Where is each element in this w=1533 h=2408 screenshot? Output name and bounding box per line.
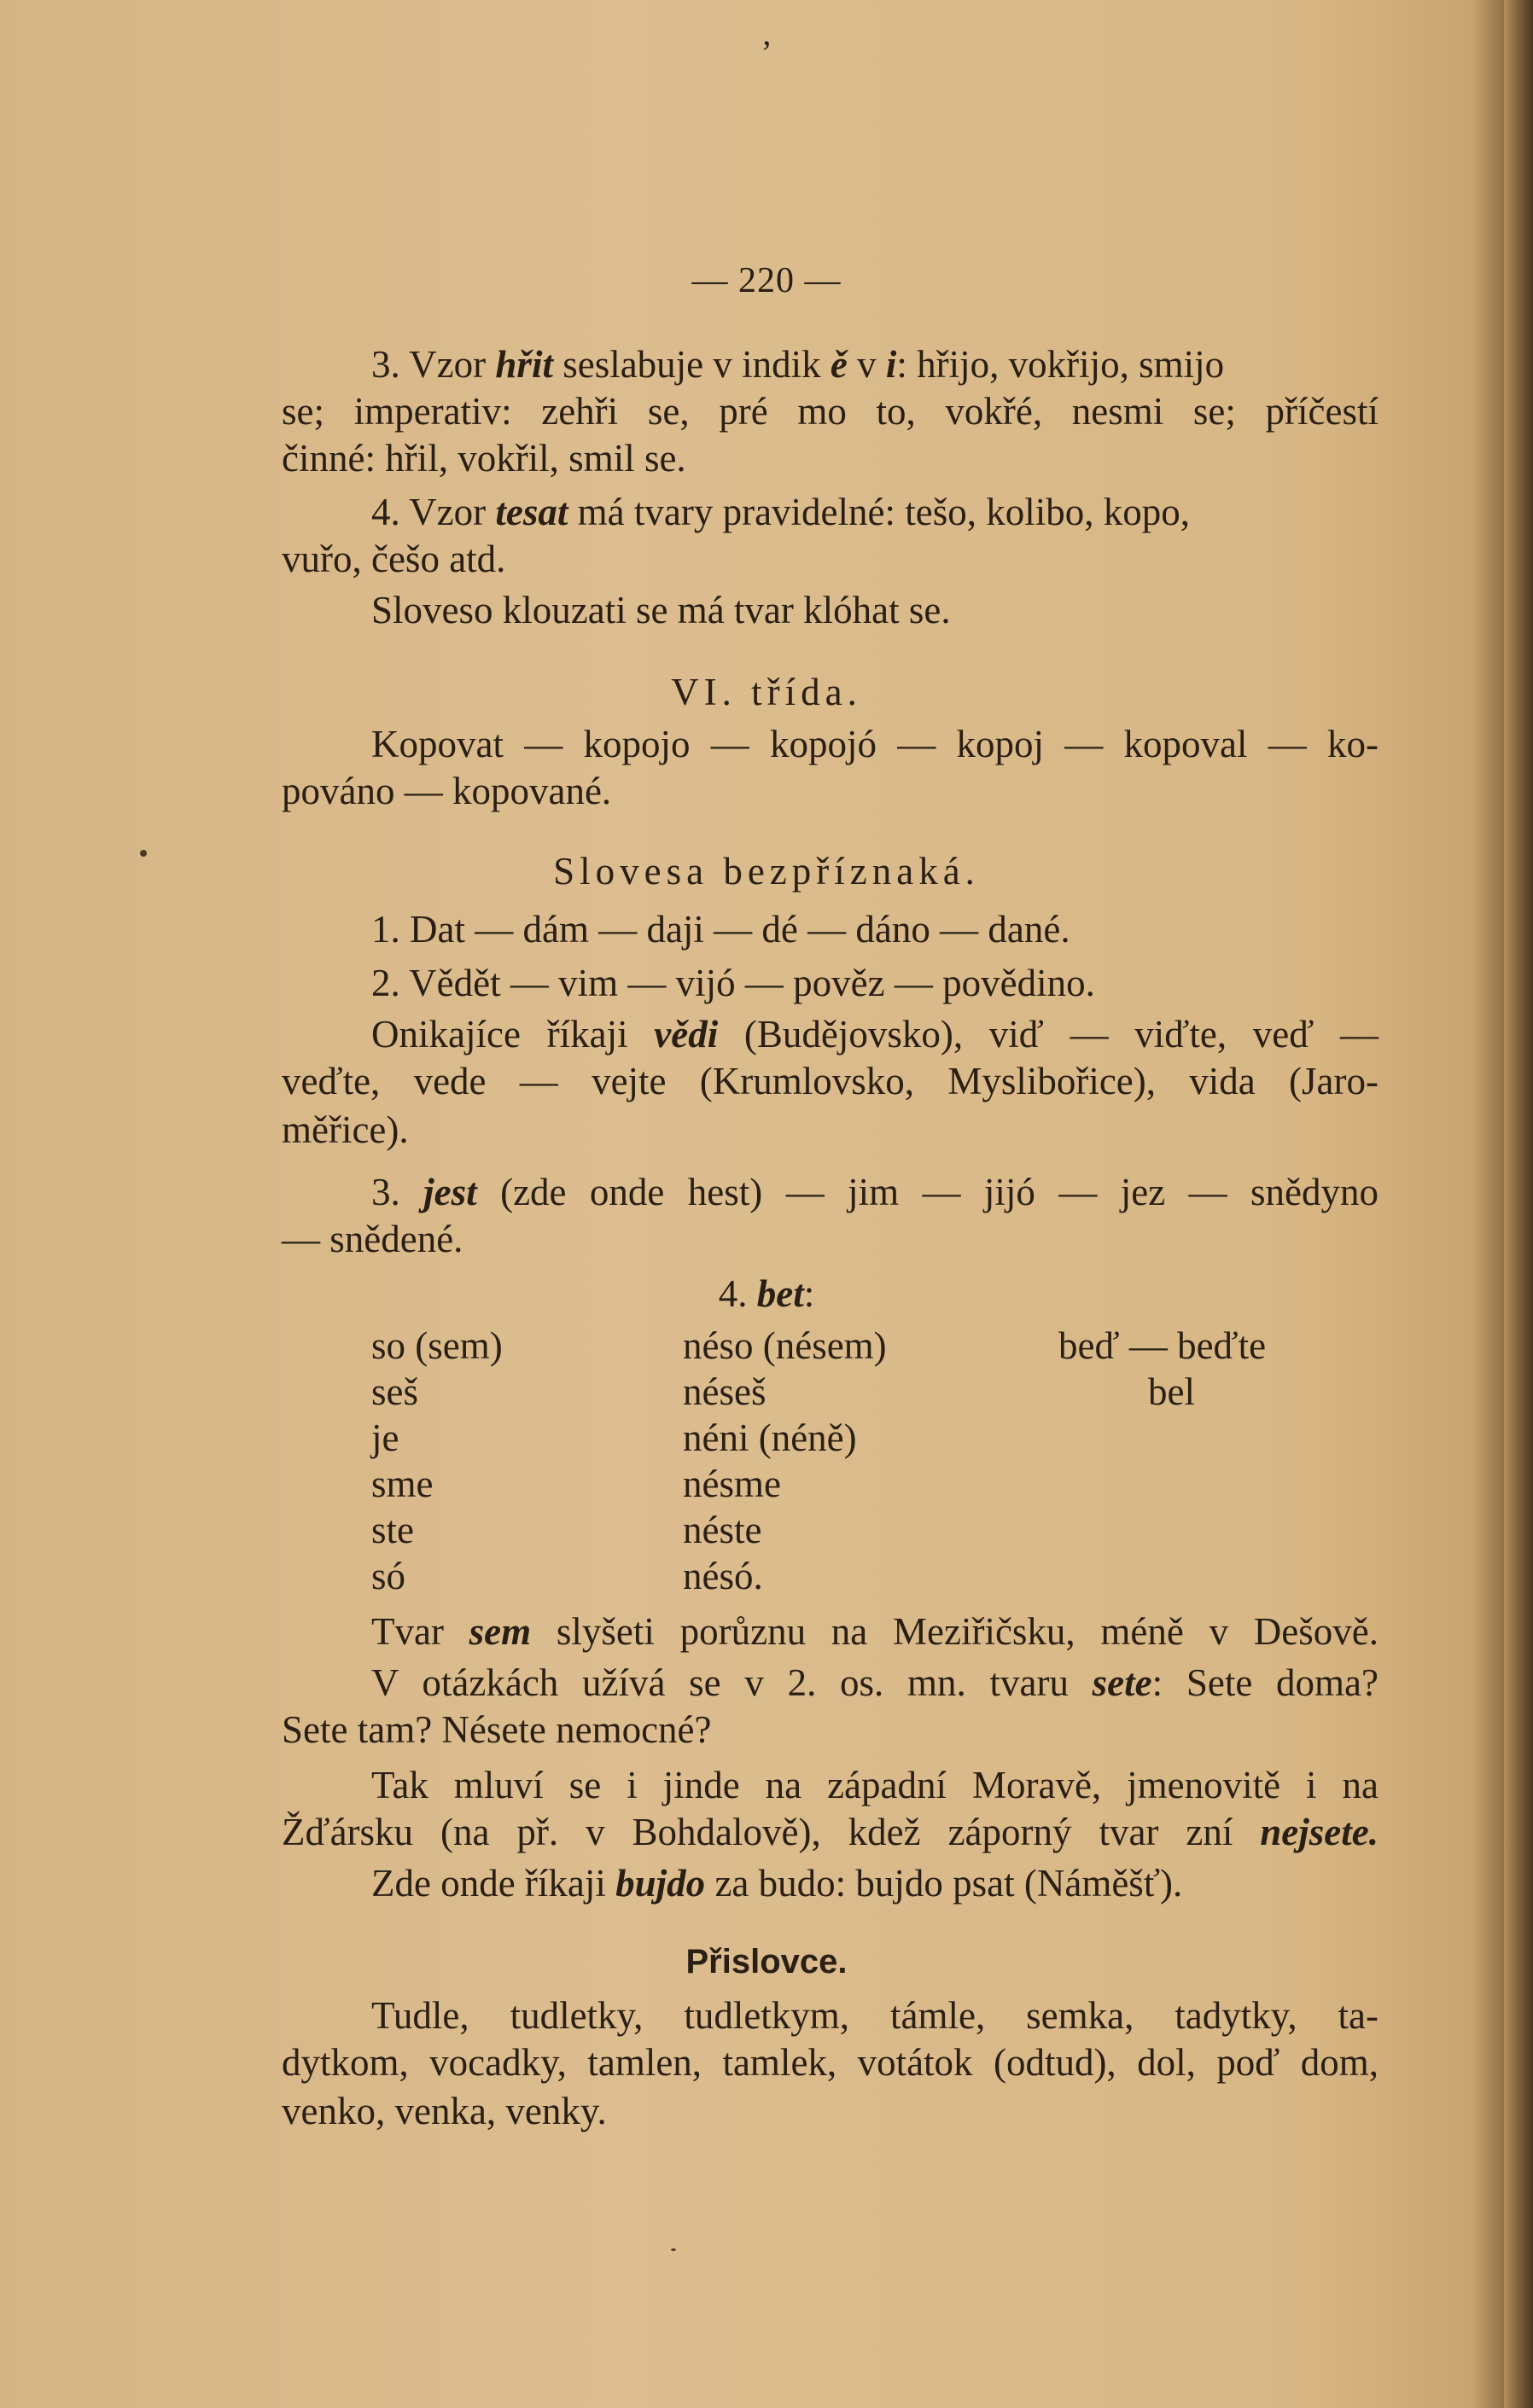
note2-line2: Sete tam? Nésete nemocné? (282, 1708, 712, 1751)
conj-cell: nésó. (683, 1555, 763, 1597)
conj-cell: bel (1148, 1370, 1195, 1413)
page-number: — 220 — (691, 261, 842, 300)
irregular-item4-label: 4. bet: (718, 1272, 815, 1315)
class6-line1: Kopovat — kopojo — kopojó — kopoj — kopoval — ko- (371, 723, 1379, 765)
note3-line2: Žďársku (na př. v Bohdalově), kdež záporný tvar zní nejsete. (282, 1811, 1379, 1853)
adverbs-line3: venko, venka, venky. (282, 2090, 607, 2132)
conj-cell: seš (371, 1370, 418, 1413)
irregular-onik-line2: veďte, vede — vejte (Krumlovsko, Myslibořice), vida (Jaro- (282, 1060, 1379, 1102)
class6-heading: VI. třída. (671, 671, 862, 713)
note1: Tvar sem slyšeti porůznu na Meziřičsku, méně v Dešově. (371, 1610, 1379, 1653)
irregular-item3-line2: — snědené. (282, 1218, 463, 1260)
irregular-heading: Slovesa bezpříznaká. (553, 850, 980, 893)
conj-cell: néni (néně) (683, 1416, 857, 1459)
section3-line1: 3. Vzor hřit seslabuje v indik ě v i: hřijo, vokřijo, smijo (371, 343, 1225, 386)
conj-cell: néste (683, 1509, 762, 1551)
conj-cell: ste (371, 1509, 414, 1551)
section3-line2: se; imperativ: zehři se, pré mo to, vokřé, nesmi se; příčestí (282, 390, 1379, 433)
section4-line1: 4. Vzor tesat má tvary pravidelné: tešo, kolibo, kopo, (371, 491, 1190, 533)
conj-cell: sme (371, 1463, 434, 1505)
section3-line3: činné: hřil, vokřil, smil se. (282, 437, 686, 480)
adverbs-heading: Přislovce. (685, 1943, 848, 1980)
conj-cell: je (371, 1416, 399, 1459)
adverbs-line1: Tudle, tudletky, tudletkym, támle, semka, tadytky, ta- (371, 1994, 1379, 2037)
conj-col1 (371, 1323, 503, 1599)
adverbs-line2: dytkom, vocadky, tamlen, tamlek, votátok (odtud), dol, poď dom, (282, 2041, 1379, 2084)
page-edge-shadow (1504, 0, 1533, 2408)
conj-cell: so (sem) (371, 1324, 503, 1367)
irregular-item2: 2. Vědět — vim — vijó — pověz — povědino. (371, 962, 1095, 1004)
conj-col3 (1058, 1323, 1266, 1415)
irregular-onik-line3: měřice). (282, 1108, 409, 1151)
irregular-onik-line1: Onikajíce říkaji vědi (Budějovsko), viď — viďte, veď — (371, 1013, 1379, 1056)
paper-speck (671, 2248, 676, 2251)
section4-line3: Sloveso klouzati se má tvar klóhat se. (371, 589, 951, 631)
section4-line2: vuřo, češo atd. (282, 538, 506, 580)
irregular-item3: 3. jest (zde onde hest) — jim — jijó — jez — snědyno (371, 1171, 1379, 1213)
irregular-item1: 1. Dat — dám — daji — dé — dáno — dané. (371, 908, 1070, 951)
conj-cell: beď — beďte (1058, 1324, 1267, 1367)
conj-cell: néseš (683, 1370, 766, 1413)
paper-speck (140, 850, 147, 857)
note2: V otázkách užívá se v 2. os. mn. tvaru sete: Sete doma? (371, 1661, 1379, 1704)
class6-line2: pováno — kopované. (282, 770, 612, 812)
conj-col2 (683, 1323, 887, 1599)
conj-cell: só (371, 1555, 406, 1597)
conj-cell: nésme (683, 1463, 781, 1505)
note4: Zde onde říkaji bujdo za budo: bujdo psat (Náměšť). (371, 1862, 1183, 1905)
conj-cell: néso (nésem) (683, 1324, 887, 1367)
top-mark: ’ (761, 33, 772, 72)
note3-line1: Tak mluví se i jinde na západní Moravě, jmenovitě i na (371, 1764, 1379, 1806)
